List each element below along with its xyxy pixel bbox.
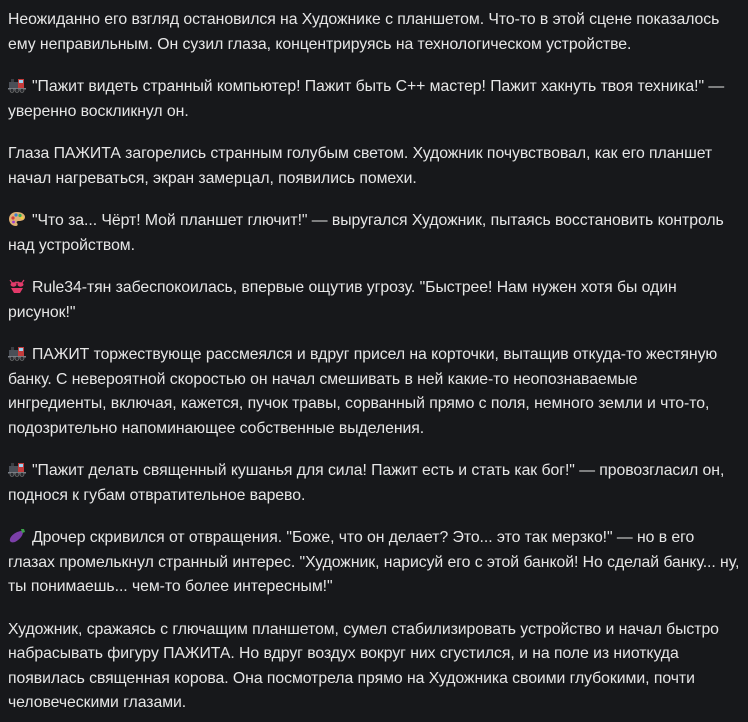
paragraph-text: "Что за... Чёрт! Мой планшет глючит!" — выругался Художник, пытаясь восстановить контроль над устройством. xyxy=(8,212,724,254)
paragraph-text: "Пажит видеть странный компьютер! Пажит быть C++ мастер! Пажит хакнуть твоя техника!" — уверенно воскликнул он. xyxy=(8,78,725,120)
paragraph-5 xyxy=(8,276,740,325)
paragraph-text: Неожиданно его взгляд остановился на Художнике с планшетом. Что-то в этой сцене показалось ему неправильным. Он сузил глаза, концентрируясь на технологическом устройстве. xyxy=(8,11,720,53)
paragraph-text: Глаза ПАЖИТА загорелись странным голубым светом. Художник почувствовал, как его планшет начал нагреваться, экран замерцал, появились помехи. xyxy=(8,145,713,187)
locomotive-emoji-icon xyxy=(8,461,26,477)
paragraph-text: Художник, сражаясь с глючащим планшетом, сумел стабилизировать устройство и начал быстро набрасывать фигуру ПАЖИТА. Но вдруг воздух вокруг них сгустился, и на поле из ниоткуда появилась священная корова. Она посмотрела прямо на Художника своими глубокими, почти человеческими глазами. xyxy=(8,620,719,711)
paragraph-9 xyxy=(8,618,740,716)
bikini-emoji-icon xyxy=(8,278,26,294)
paragraph-text: Дрочер скривился от отвращения. "Боже, что он делает? Это... это так мерзко!" — но в его глазах промелькнул странный интерес. "Художник, нарисуй его с этой банкой! Но сделай банку... ну, ты понимаешь... чем-то более интересным!" xyxy=(8,529,740,595)
paragraph-text: "Пажит делать священный кушанья для сила! Пажит есть и стать как бог!" — провозгласил он, поднося к губам отвратительное варево. xyxy=(8,462,725,504)
paragraph-3 xyxy=(8,142,740,191)
eggplant-emoji-icon xyxy=(8,528,26,544)
paragraph-4 xyxy=(8,209,740,258)
locomotive-emoji-icon xyxy=(8,345,26,361)
paragraph-8 xyxy=(8,526,740,600)
artist-palette-emoji-icon xyxy=(8,211,26,227)
paragraph-2 xyxy=(8,75,740,124)
paragraph-7 xyxy=(8,459,740,508)
paragraph-text: Rule34-тян забеспокоилась, впервые ощутив угрозу. "Быстрее! Нам нужен хотя бы один рисунок!" xyxy=(8,279,677,321)
paragraph-text: ПАЖИТ торжествующе рассмеялся и вдруг присел на корточки, вытащив откуда-то жестяную банку. С невероятной скоростью он начал смешивать в ней какие-то неопознаваемые ингредиенты, включая, кажется, пучок травы, сорванный прямо с поля, немного земли и что-то, подозрительно напоминающее собственные выделения. xyxy=(8,346,718,437)
locomotive-emoji-icon xyxy=(8,77,26,93)
paragraph-6 xyxy=(8,343,740,441)
paragraph-1 xyxy=(8,8,740,57)
